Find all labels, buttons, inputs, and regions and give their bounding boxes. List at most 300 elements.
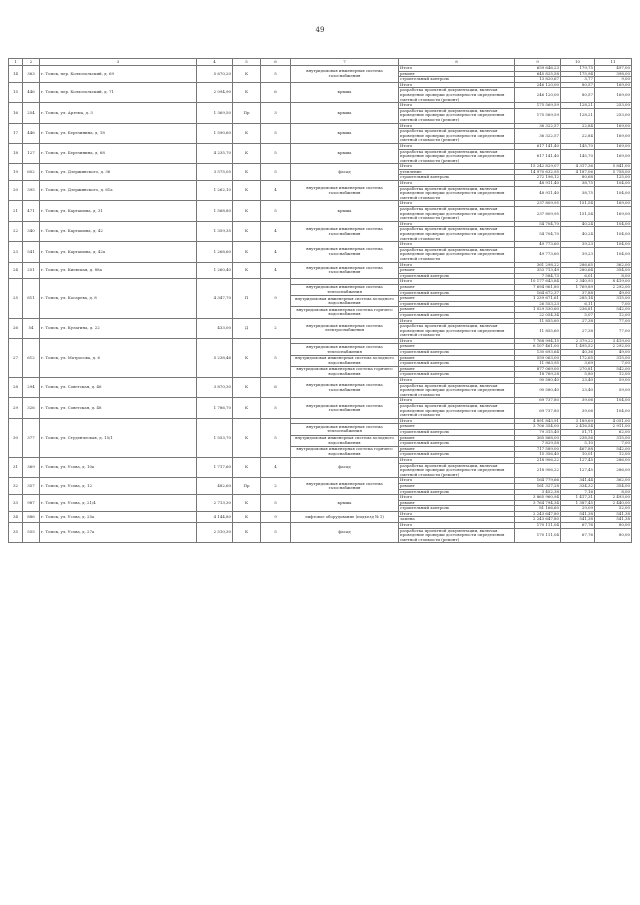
- limit-cost-cell: 2 493,00: [595, 495, 632, 501]
- limit-cost-cell: 169,00: [595, 82, 632, 88]
- cost-cell: 218 906,22: [515, 457, 561, 463]
- work-type-cell: внутридомовая инженерная система газоснабжения: [291, 242, 399, 262]
- work-type-cell: внутридомовая инженерная система холодного водоснабжения: [291, 435, 399, 446]
- work-kind-cell: строительный контроль: [399, 361, 515, 367]
- limit-cost-cell: 5 841,00: [595, 164, 632, 170]
- cost-cell: 11 963,95: [515, 361, 561, 367]
- row-number-cell: 31: [9, 457, 23, 477]
- work-type-cell: внутридомовая инженерная система газоснабжения: [291, 66, 399, 83]
- table-row: [9, 457, 632, 463]
- work-kind-cell: разработка проектной документации, включая проведение проверки достоверности определения сметной стоимости (ремонт): [399, 463, 515, 478]
- work-kind-cell: разработка проектной документации, включая проведение проверки достоверности определения сметной стоимости (ремонт): [399, 528, 515, 543]
- row-number-cell: 27: [9, 338, 23, 377]
- limit-cost-cell: 12,00: [595, 372, 632, 378]
- limit-cost-cell: 12,00: [595, 312, 632, 318]
- column-header: 8: [399, 59, 515, 66]
- cost-cell: 36 322,57: [515, 129, 561, 144]
- cost-cell: 2 243 647,80: [515, 511, 561, 517]
- limit-cost-cell: 80,00: [595, 523, 632, 529]
- limit-cost-cell: 2 292,00: [595, 284, 632, 290]
- unit-cost-cell: 6,11: [561, 301, 595, 307]
- work-kind-cell: разработка проектной документации, включая проведение проверки достоверности определения сметной стоимости: [399, 227, 515, 242]
- address-cell: г. Томск, ул. Березинина, д. 68: [40, 143, 197, 163]
- limit-cost-cell: 8 419,00: [595, 279, 632, 285]
- row-number-cell: 22: [9, 221, 23, 241]
- work-kind-cell: разработка проектной документации, включая проведение проверки достоверности определения сметной стоимости: [399, 247, 515, 262]
- work-kind-cell: разработка проектной документации, включая проведение проверки достоверности определения сметной стоимости (ремонт): [399, 207, 515, 222]
- unit-cost-cell: 1 495,52: [561, 344, 595, 350]
- floors-cell: 4: [261, 221, 291, 241]
- wall-type-cell: К: [233, 242, 261, 262]
- wall-type-cell: Д: [233, 318, 261, 338]
- row-number-cell: 15: [9, 82, 23, 102]
- limit-cost-cell: 4 051,00: [595, 418, 632, 424]
- limit-cost-cell: 49,00: [595, 350, 632, 356]
- unit-cost-cell: 286,65: [561, 262, 595, 268]
- work-kind-cell: Итого: [399, 66, 515, 72]
- work-type-cell: внутридомовая инженерная система холодного водоснабжения: [291, 296, 399, 307]
- row-number-cell: 14: [9, 66, 23, 83]
- area-cell: 433,00: [197, 318, 233, 338]
- area-cell: 4 347,70: [197, 279, 233, 318]
- area-cell: 1 717,60: [197, 457, 233, 477]
- unit-cost-cell: 23,40: [561, 383, 595, 398]
- limit-cost-cell: 169,00: [595, 143, 632, 149]
- unit-cost-cell: 127,45: [561, 457, 595, 463]
- wall-type-cell: К: [233, 495, 261, 512]
- table-row: [9, 103, 632, 109]
- cost-cell: 170 111,04: [515, 523, 561, 529]
- house-id-cell: 612: [23, 338, 40, 377]
- floors-cell: 6: [261, 82, 291, 102]
- area-cell: 1 553,70: [197, 418, 233, 457]
- work-kind-cell: ремонт: [399, 284, 515, 290]
- limit-cost-cell: 354,00: [595, 268, 632, 274]
- limit-cost-cell: 104,00: [595, 181, 632, 187]
- unit-cost-cell: 151,54: [561, 201, 595, 207]
- work-kind-cell: Итого: [399, 201, 515, 207]
- work-type-cell: внутридомовая инженерная система газоснабжения: [291, 181, 399, 201]
- cost-cell: 361 298,22: [515, 262, 561, 268]
- address-cell: г. Томск, ул. Киевская, д. 88а: [40, 262, 197, 279]
- work-kind-cell: разработка проектной документации, включая проведение проверки достоверности определения сметной стоимости (ремонт): [399, 129, 515, 144]
- limit-cost-cell: 253,00: [595, 108, 632, 123]
- address-cell: г. Томск, ул. Косарева, д. 8: [40, 279, 197, 318]
- address-cell: г. Томск, ул. Матросова, д. 6: [40, 338, 197, 377]
- floors-cell: 5: [261, 495, 291, 512]
- cost-cell: 175 569,59: [515, 108, 561, 123]
- row-number-cell: 34: [9, 511, 23, 522]
- limit-cost-cell: 104,00: [595, 247, 632, 262]
- unit-cost-cell: 22,84: [561, 123, 595, 129]
- unit-cost-cell: 127,45: [561, 463, 595, 478]
- house-id-cell: 811: [23, 279, 40, 318]
- unit-cost-cell: 39,23: [561, 242, 595, 248]
- work-kind-cell: строительный контроль: [399, 290, 515, 296]
- work-type-cell: внутридомовая инженерная система газоснабжения: [291, 398, 399, 418]
- work-kind-cell: разработка проектной документации, включая проведение проверки достоверности определения сметной стоимости (ремонт): [399, 149, 515, 164]
- work-type-cell: крыша: [291, 82, 399, 102]
- cost-cell: 164 672,37: [515, 290, 561, 296]
- floors-cell: 5: [261, 123, 291, 143]
- unit-cost-cell: 40,24: [561, 221, 595, 227]
- area-cell: 1 268,60: [197, 242, 233, 262]
- house-id-cell: 340: [23, 221, 40, 241]
- floors-cell: 5: [261, 201, 291, 221]
- house-id-cell: 395: [23, 181, 40, 201]
- floors-cell: 4: [261, 181, 291, 201]
- work-kind-cell: разработка проектной документации, включая проведение проверки достоверности определения сметной стоимости (ремонт): [399, 88, 515, 103]
- floors-cell: 5: [261, 143, 291, 163]
- work-kind-cell: ремонт: [399, 268, 515, 274]
- unit-cost-cell: 2 340,93: [561, 279, 595, 285]
- unit-cost-cell: 280,64: [561, 268, 595, 274]
- unit-cost-cell: 39,06: [561, 398, 595, 404]
- wall-type-cell: К: [233, 523, 261, 543]
- cost-cell: 26 553,23: [515, 301, 561, 307]
- wall-type-cell: К: [233, 398, 261, 418]
- limit-cost-cell: 125,00: [595, 175, 632, 181]
- unit-cost-cell: 5,10: [561, 441, 595, 447]
- address-cell: г. Томск, ул. Усова, д. 25а: [40, 511, 197, 522]
- address-cell: г. Томск, пер. Колхозольский, д. 69: [40, 66, 197, 83]
- wall-type-cell: К: [233, 82, 261, 102]
- address-cell: г. Томск, ул. Студенческая, д. 15/1: [40, 418, 197, 457]
- unit-cost-cell: 40,24: [561, 227, 595, 242]
- limit-cost-cell: 286,00: [595, 457, 632, 463]
- unit-cost-cell: 179,75: [561, 66, 595, 72]
- cost-cell: 81 166,60: [515, 506, 561, 512]
- floors-cell: 5: [261, 523, 291, 543]
- cost-cell: 90 580,40: [515, 383, 561, 398]
- work-kind-cell: строительный контроль: [399, 77, 515, 83]
- cost-cell: 11 855,60: [515, 324, 561, 339]
- limit-cost-cell: 104,00: [595, 404, 632, 419]
- limit-cost-cell: 169,00: [595, 149, 632, 164]
- cost-cell: 7 829,58: [515, 441, 561, 447]
- unit-cost-cell: 541,38: [561, 511, 595, 517]
- unit-cost-cell: 236,81: [561, 307, 595, 313]
- work-type-cell: крыша: [291, 103, 399, 123]
- unit-cost-cell: 2 416,54: [561, 424, 595, 430]
- unit-cost-cell: 467,88: [561, 446, 595, 452]
- unit-cost-cell: 341,44: [561, 478, 595, 484]
- limit-cost-cell: 12,00: [595, 452, 632, 458]
- work-kind-cell: Итого: [399, 82, 515, 88]
- limit-cost-cell: 354,00: [595, 483, 632, 489]
- work-kind-cell: Итого: [399, 262, 515, 268]
- address-cell: г. Томск, ул. Карташова, д. 42: [40, 221, 197, 241]
- limit-cost-cell: 7,00: [595, 301, 632, 307]
- cost-cell: 13 820,67: [515, 77, 561, 83]
- unit-cost-cell: 541,38: [561, 517, 595, 523]
- unit-cost-cell: 40,36: [561, 350, 595, 356]
- unit-cost-cell: 39,06: [561, 404, 595, 419]
- work-kind-cell: Итого: [399, 378, 515, 384]
- cost-cell: 175 569,59: [515, 103, 561, 109]
- limit-cost-cell: 541,38: [595, 511, 632, 517]
- limit-cost-cell: 59,00: [595, 378, 632, 384]
- work-kind-cell: ремонт: [399, 344, 515, 350]
- cost-cell: 22 054,34: [515, 312, 561, 318]
- unit-cost-cell: 80,57: [561, 82, 595, 88]
- area-cell: 482,60: [197, 478, 233, 495]
- house-id-cell: 555: [23, 523, 40, 543]
- work-type-cell: внутридомовая инженерная система газоснабжения: [291, 221, 399, 241]
- work-type-cell: фасад: [291, 523, 399, 543]
- work-kind-cell: ремонт: [399, 446, 515, 452]
- work-kind-cell: Итого: [399, 523, 515, 529]
- cost-cell: 3 706 354,00: [515, 424, 561, 430]
- area-cell: 3 575,05: [197, 164, 233, 181]
- unit-cost-cell: 270,81: [561, 366, 595, 372]
- house-id-cell: 987: [23, 495, 40, 512]
- work-kind-cell: строительный контроль: [399, 350, 515, 356]
- cost-cell: 237 809,95: [515, 201, 561, 207]
- address-cell: г. Томск, ул. Усова, д. 27а: [40, 523, 197, 543]
- address-cell: г. Томск, ул. Усова, д. 21/4: [40, 495, 197, 512]
- cost-cell: 6 107 461,00: [515, 344, 561, 350]
- column-header: 4: [197, 59, 233, 66]
- cost-cell: 170 111,04: [515, 528, 561, 543]
- floors-cell: 5: [261, 418, 291, 457]
- area-cell: 4 235,70: [197, 143, 233, 163]
- row-number-cell: 18: [9, 143, 23, 163]
- limit-cost-cell: 362,00: [595, 478, 632, 484]
- limit-cost-cell: 286,00: [595, 463, 632, 478]
- cost-cell: 7 768 994,15: [515, 338, 561, 344]
- work-type-cell: фасад: [291, 164, 399, 181]
- column-header: 10: [561, 59, 595, 66]
- wall-type-cell: К: [233, 164, 261, 181]
- house-id-cell: 54: [23, 318, 40, 338]
- limit-cost-cell: 315,00: [595, 355, 632, 361]
- unit-cost-cell: 238,56: [561, 435, 595, 441]
- work-type-cell: внутридомовая инженерная система горячего водоснабжения: [291, 307, 399, 318]
- work-kind-cell: строительный контроль: [399, 312, 515, 318]
- limit-cost-cell: 398,00: [595, 71, 632, 77]
- work-kind-cell: строительный контроль: [399, 175, 515, 181]
- work-type-cell: фасад: [291, 457, 399, 477]
- limit-cost-cell: 3 419,00: [595, 338, 632, 344]
- work-kind-cell: Итого: [399, 457, 515, 463]
- limit-cost-cell: 80,00: [595, 528, 632, 543]
- column-number-row: [9, 59, 632, 66]
- unit-cost-cell: 67,76: [561, 528, 595, 543]
- floors-cell: 9: [261, 511, 291, 522]
- work-kind-cell: Итого: [399, 511, 515, 517]
- floors-cell: 2: [261, 478, 291, 495]
- floors-cell: 4: [261, 262, 291, 279]
- floors-cell: 6: [261, 378, 291, 398]
- limit-cost-cell: 49,00: [595, 290, 632, 296]
- floors-cell: 5: [261, 398, 291, 418]
- row-number-cell: 19: [9, 164, 23, 181]
- unit-cost-cell: 29,09: [561, 506, 595, 512]
- work-kind-cell: разработка проектной документации, включая проведение проверки достоверности определения сметной стоимости (ремонт): [399, 108, 515, 123]
- work-kind-cell: Итого: [399, 221, 515, 227]
- house-id-cell: 127: [23, 143, 40, 163]
- work-type-cell: внутридомовая инженерная система газоснабжения: [291, 378, 399, 398]
- area-cell: 2 094,90: [197, 82, 233, 102]
- address-cell: г. Томск, ул. Березинина, д. 18: [40, 123, 197, 143]
- address-cell: г. Томск, ул. Усова, д. 10а: [40, 457, 197, 477]
- work-kind-cell: разработка проектной документации, включая проведение проверки достоверности определения сметной стоимости: [399, 186, 515, 201]
- work-type-cell: внутридомовая инженерная система теплоснабжения: [291, 344, 399, 355]
- cost-cell: 3 452,38: [515, 489, 561, 495]
- area-cell: 4 144,80: [197, 511, 233, 522]
- house-id-cell: 886: [23, 511, 40, 522]
- address-cell: г. Томск, ул. Дзержинского, д. 61а: [40, 181, 197, 201]
- limit-cost-cell: 77,00: [595, 324, 632, 339]
- area-cell: 1 359,35: [197, 221, 233, 241]
- area-cell: 3 870,30: [197, 378, 233, 398]
- limit-cost-cell: 59,00: [595, 383, 632, 398]
- row-number-cell: 32: [9, 478, 23, 495]
- unit-cost-cell: 175,94: [561, 71, 595, 77]
- table-row: [9, 262, 632, 268]
- work-kind-cell: строительный контроль: [399, 273, 515, 279]
- cost-cell: 90 580,40: [515, 378, 561, 384]
- cost-cell: 4 891 843,91: [515, 418, 561, 424]
- row-number-cell: 35: [9, 523, 23, 543]
- row-number-cell: 21: [9, 201, 23, 221]
- row-number-cell: 17: [9, 123, 23, 143]
- table-row: [9, 495, 632, 501]
- house-id-cell: 363: [23, 66, 40, 83]
- work-kind-cell: строительный контроль: [399, 441, 515, 447]
- cost-cell: 1 239 671,61: [515, 296, 561, 302]
- row-number-cell: 29: [9, 398, 23, 418]
- wall-type-cell: К: [233, 221, 261, 241]
- house-id-cell: 254: [23, 103, 40, 123]
- cost-cell: 130 693,64: [515, 350, 561, 356]
- unit-cost-cell: 128,21: [561, 108, 595, 123]
- table-row: [9, 523, 632, 529]
- area-cell: 1 786,70: [197, 398, 233, 418]
- floors-cell: 5: [261, 66, 291, 83]
- unit-cost-cell: 334,32: [561, 483, 595, 489]
- work-type-cell: крыша: [291, 495, 399, 512]
- limit-cost-cell: 2 292,00: [595, 344, 632, 350]
- limit-cost-cell: 7,00: [595, 441, 632, 447]
- cost-cell: 617 141,40: [515, 143, 561, 149]
- work-kind-cell: ремонт: [399, 71, 515, 77]
- unit-cost-cell: 27,38: [561, 324, 595, 339]
- limit-cost-cell: 77,00: [595, 318, 632, 324]
- wall-type-cell: К: [233, 378, 261, 398]
- cost-cell: 48 911,40: [515, 181, 561, 187]
- column-header: 11: [595, 59, 632, 66]
- row-number-cell: 26: [9, 318, 23, 338]
- cost-cell: 717 589,00: [515, 446, 561, 452]
- row-number-cell: 25: [9, 279, 23, 318]
- cost-cell: 2 243 647,80: [515, 517, 561, 523]
- house-id-cell: 446: [23, 82, 40, 102]
- house-id-cell: 369: [23, 457, 40, 477]
- work-type-cell: крыша: [291, 201, 399, 221]
- row-number-cell: 20: [9, 181, 23, 201]
- wall-type-cell: К: [233, 123, 261, 143]
- work-kind-cell: ремонт: [399, 296, 515, 302]
- limit-cost-cell: 7,00: [595, 361, 632, 367]
- cost-cell: 246 120,00: [515, 82, 561, 88]
- address-cell: г. Томск, ул. Усова, д. 12: [40, 478, 197, 495]
- work-kind-cell: Итого: [399, 279, 515, 285]
- cost-cell: 365 868,00: [515, 435, 561, 441]
- cost-cell: 48 911,40: [515, 186, 561, 201]
- row-number-cell: 24: [9, 262, 23, 279]
- unit-cost-cell: 37,88: [561, 290, 595, 296]
- cost-cell: 877 069,00: [515, 366, 561, 372]
- cost-cell: 3 764 794,34: [515, 500, 561, 506]
- limit-cost-cell: 169,00: [595, 201, 632, 207]
- unit-cost-cell: 4 187,06: [561, 169, 595, 175]
- work-kind-cell: Итого: [399, 338, 515, 344]
- floors-cell: 9: [261, 279, 291, 318]
- work-type-cell: крыша: [291, 143, 399, 163]
- floors-cell: 5: [261, 164, 291, 181]
- unit-cost-cell: 5,07: [561, 312, 595, 318]
- cost-cell: 1 029 530,60: [515, 307, 561, 313]
- cost-cell: 617 141,40: [515, 149, 561, 164]
- cost-cell: 237 809,95: [515, 207, 561, 222]
- work-kind-cell: строительный контроль: [399, 489, 515, 495]
- work-kind-cell: ремонт: [399, 483, 515, 489]
- limit-cost-cell: 169,00: [595, 207, 632, 222]
- address-cell: г. Томск, ул. Артема, д. 3: [40, 103, 197, 123]
- unit-cost-cell: 38,75: [561, 186, 595, 201]
- area-cell: 2 510,30: [197, 523, 233, 543]
- table-row: [9, 478, 632, 484]
- unit-cost-cell: 145,70: [561, 143, 595, 149]
- limit-cost-cell: 253,00: [595, 103, 632, 109]
- work-type-cell: внутридомовая инженерная система холодного водоснабжения: [291, 355, 399, 366]
- row-number-cell: 33: [9, 495, 23, 512]
- work-kind-cell: строительный контроль: [399, 452, 515, 458]
- area-cell: 1 568,80: [197, 201, 233, 221]
- work-kind-cell: Итого: [399, 418, 515, 424]
- limit-cost-cell: 362,00: [595, 262, 632, 268]
- limit-cost-cell: 104,00: [595, 242, 632, 248]
- limit-cost-cell: 52,00: [595, 506, 632, 512]
- wall-type-cell: Пр: [233, 478, 261, 495]
- cost-cell: 49 773,60: [515, 242, 561, 248]
- work-type-cell: внутридомовая инженерная система теплоснабжения: [291, 424, 399, 435]
- work-kind-cell: Итого: [399, 318, 515, 324]
- wall-type-cell: К: [233, 511, 261, 522]
- house-id-cell: 357: [23, 478, 40, 495]
- area-cell: 1 260,40: [197, 262, 233, 279]
- work-kind-cell: разработка проектной документации, включая проведение проверки достоверности определения сметной стоимости: [399, 383, 515, 398]
- cost-cell: 559 063,00: [515, 355, 561, 361]
- work-kind-cell: Итого: [399, 123, 515, 129]
- work-kind-cell: строительный контроль: [399, 506, 515, 512]
- floors-cell: 4: [261, 242, 291, 262]
- column-header: 6: [261, 59, 291, 66]
- capital-repair-table: [8, 58, 632, 543]
- cost-cell: 69 737,80: [515, 398, 561, 404]
- limit-cost-cell: 541,38: [595, 517, 632, 523]
- work-kind-cell: ремонт: [399, 500, 515, 506]
- cost-cell: 54 704,70: [515, 221, 561, 227]
- cost-cell: 11 855,60: [515, 318, 561, 324]
- limit-cost-cell: 497,00: [595, 66, 632, 72]
- column-header: 7: [291, 59, 399, 66]
- cost-cell: 79 315,40: [515, 429, 561, 435]
- limit-cost-cell: 542,00: [595, 366, 632, 372]
- limit-cost-cell: 169,00: [595, 123, 632, 129]
